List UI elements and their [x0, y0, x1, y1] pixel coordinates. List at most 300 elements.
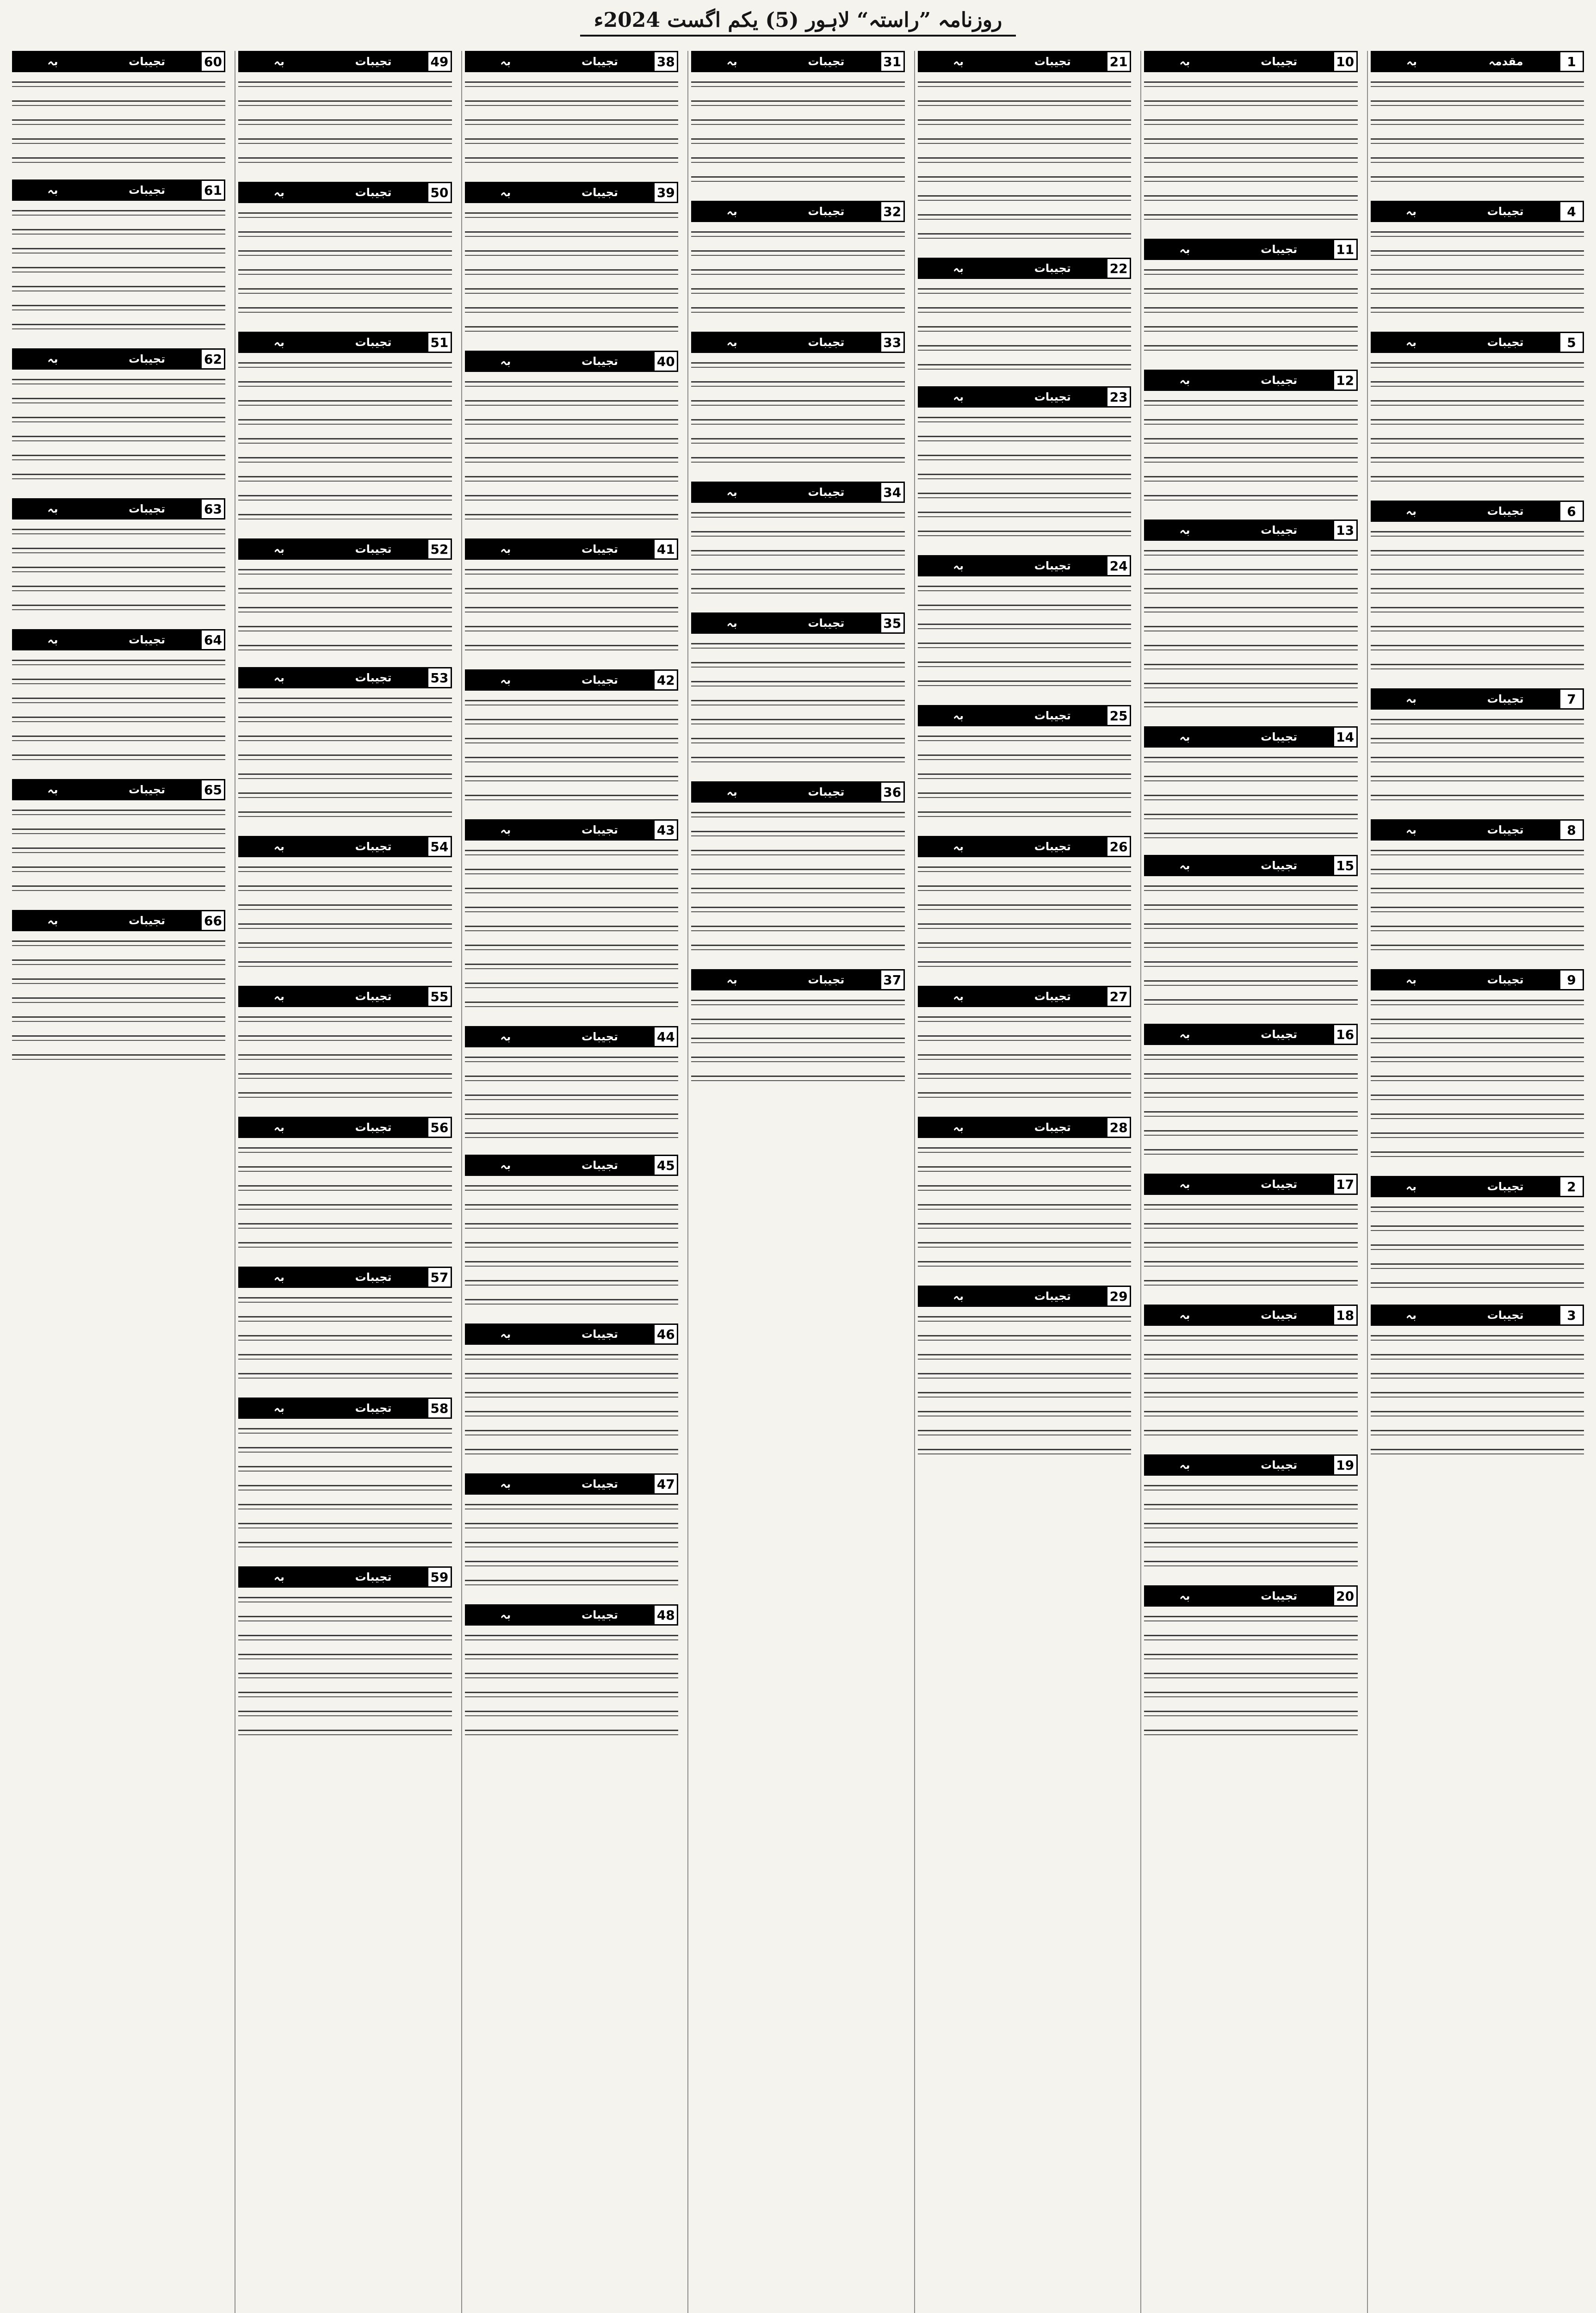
notice-label-primary: تجیبات — [1034, 55, 1071, 68]
notice-number: 14 — [1333, 726, 1358, 748]
notice-number: 38 — [653, 51, 678, 72]
notice-header — [238, 1267, 452, 1288]
notice-item — [1144, 51, 1357, 229]
notice-label-primary: تجیبات — [1261, 374, 1298, 387]
notice-header — [918, 705, 1131, 726]
notice-item — [1371, 201, 1584, 322]
notice-label-secondary: بہ — [273, 840, 285, 853]
notice-label — [918, 555, 1106, 576]
notice-label-primary: تجیبات — [355, 990, 392, 1003]
notice-header — [465, 1155, 678, 1176]
notice-item — [918, 1117, 1131, 1275]
notice-header — [238, 1398, 452, 1419]
notice-number: 39 — [653, 182, 678, 203]
notice-body — [12, 77, 225, 169]
notice-body — [1371, 526, 1584, 678]
notice-label-secondary: بہ — [47, 55, 58, 68]
notice-label — [918, 386, 1106, 408]
notice-label-primary: تجیبات — [1261, 1178, 1298, 1191]
notice-item — [1144, 1305, 1357, 1444]
notice-label-secondary: بہ — [500, 823, 511, 836]
notice-header — [1144, 370, 1357, 391]
notice-body — [465, 1052, 678, 1144]
notice-item — [238, 1117, 452, 1256]
notice-item — [1144, 370, 1357, 509]
notice-label — [1371, 51, 1559, 72]
notice-label-secondary: بہ — [500, 55, 511, 68]
notice-body — [12, 655, 225, 769]
notice-header — [1144, 1454, 1357, 1476]
notice-label-primary: تجیبات — [1487, 973, 1524, 986]
notice-item — [465, 182, 678, 340]
notice-number: 41 — [653, 538, 678, 560]
notice-header — [12, 779, 225, 800]
notice-body — [238, 1592, 452, 1744]
notice-label-secondary: بہ — [726, 55, 737, 68]
notice-label-primary: تجیبات — [1034, 709, 1071, 722]
notice-header — [465, 51, 678, 72]
notice-item — [918, 386, 1131, 545]
notice-label — [238, 182, 427, 203]
notice-number: 66 — [200, 910, 225, 931]
notice-body — [465, 1181, 678, 1313]
notice-number: 54 — [427, 836, 452, 857]
notice-label-secondary: بہ — [500, 186, 511, 199]
notice-body — [238, 564, 452, 657]
notice-label-secondary: بہ — [273, 1271, 285, 1284]
notice-number: 19 — [1333, 1454, 1358, 1476]
notice-item — [1144, 1024, 1357, 1163]
notice-header — [465, 1026, 678, 1047]
notice-number: 45 — [653, 1155, 678, 1176]
notice-body — [1371, 995, 1584, 1166]
notice-header — [1371, 969, 1584, 990]
notice-label-primary: تجیبات — [1487, 1309, 1524, 1322]
notice-item — [12, 910, 225, 1069]
notice-label — [238, 836, 427, 857]
notice-header — [1144, 1024, 1357, 1045]
notice-header — [1144, 1305, 1357, 1326]
notice-number: 7 — [1559, 688, 1584, 710]
notice-header — [238, 986, 452, 1007]
notice-label-primary: تجیبات — [1487, 336, 1524, 349]
notice-number: 64 — [200, 629, 225, 650]
notice-body — [1144, 1480, 1357, 1575]
notice-label-primary: تجیبات — [1034, 990, 1071, 1003]
notice-label-secondary: بہ — [500, 1159, 511, 1172]
notice-item — [918, 1286, 1131, 1463]
notice-label-secondary: بہ — [953, 990, 964, 1003]
notice-label — [1144, 239, 1332, 260]
notice-body — [238, 1293, 452, 1387]
notice-label — [1144, 1024, 1332, 1045]
notice-label — [12, 910, 200, 931]
notice-item — [1371, 1176, 1584, 1294]
notice-label — [691, 201, 879, 222]
notice-label-primary: تجیبات — [1261, 859, 1298, 872]
notice-body — [465, 1349, 678, 1463]
notice-header — [918, 51, 1131, 72]
notice-item — [465, 1323, 678, 1463]
notice-number: 26 — [1106, 836, 1131, 857]
notice-label — [1144, 1174, 1332, 1195]
notice-label — [691, 969, 879, 990]
notice-item — [691, 482, 904, 602]
notice-label-secondary: بہ — [1405, 336, 1417, 349]
notice-number: 18 — [1333, 1305, 1358, 1326]
notice-body — [691, 638, 904, 771]
notice-header — [1371, 51, 1584, 72]
notice-number: 11 — [1333, 239, 1358, 260]
notice-label-secondary: بہ — [47, 914, 58, 927]
notice-label — [465, 669, 653, 691]
notice-label — [691, 482, 879, 503]
notice-body — [1144, 396, 1357, 509]
notice-label-secondary: بہ — [47, 633, 58, 646]
notice-body — [1371, 227, 1584, 322]
notice-body — [238, 1423, 452, 1556]
notice-item — [1371, 688, 1584, 809]
notice-item — [1144, 726, 1357, 845]
notice-label — [238, 332, 427, 353]
notice-label-primary: تجیبات — [129, 184, 166, 197]
notice-label-secondary: بہ — [273, 990, 285, 1003]
notice-item — [918, 836, 1131, 976]
notice-item — [1371, 819, 1584, 959]
notice-body — [238, 862, 452, 976]
notice-label-secondary: بہ — [47, 184, 58, 197]
notice-label-secondary: بہ — [500, 1608, 511, 1621]
notice-item — [12, 348, 225, 488]
notice-label — [238, 1267, 427, 1288]
notice-label — [691, 781, 879, 803]
notice-body — [465, 845, 678, 1016]
notice-body — [1144, 265, 1357, 359]
notice-label — [238, 51, 427, 72]
notice-label-primary: تجیبات — [581, 186, 618, 199]
notice-label-primary: تجیبات — [581, 1478, 618, 1490]
notice-body — [691, 358, 904, 471]
notice-number: 25 — [1106, 705, 1131, 726]
notice-header — [1144, 239, 1357, 260]
notice-label-primary: تجیبات — [581, 674, 618, 686]
notice-header — [918, 836, 1131, 857]
notice-header — [12, 910, 225, 931]
notice-body — [238, 77, 452, 172]
notice-number: 57 — [427, 1267, 452, 1288]
notice-body — [12, 205, 225, 338]
notice-body — [918, 77, 1131, 247]
notice-header — [1144, 519, 1357, 541]
notice-number: 52 — [427, 538, 452, 560]
notice-label-primary: تجیبات — [129, 633, 166, 646]
page-title: روزنامہ ”راستہ“ لاہور (5) یکم اگست 2024ء — [580, 6, 1016, 37]
notice-item — [12, 779, 225, 900]
notice-body — [238, 1143, 452, 1256]
notice-body — [12, 805, 225, 900]
notice-number: 60 — [200, 51, 225, 72]
notice-item — [238, 986, 452, 1107]
notice-item — [465, 51, 678, 172]
notice-number: 15 — [1333, 855, 1358, 876]
notice-body — [238, 358, 452, 528]
notice-item — [1144, 1585, 1357, 1744]
notice-item — [238, 332, 452, 528]
notice-header — [1144, 855, 1357, 876]
notice-label-primary: تجیبات — [1261, 1589, 1298, 1602]
notice-label-secondary: بہ — [1179, 1028, 1190, 1041]
notice-item — [918, 51, 1131, 247]
notice-label-secondary: بہ — [273, 1121, 285, 1134]
notice-item — [465, 819, 678, 1016]
notice-label-secondary: بہ — [47, 502, 58, 515]
notice-label — [238, 1117, 427, 1138]
notice-item — [12, 179, 225, 338]
notice-label — [1371, 688, 1559, 710]
notice-label-primary: تجیبات — [808, 205, 845, 218]
notice-body — [465, 377, 678, 528]
notice-label-primary: تجیبات — [355, 1571, 392, 1583]
notice-item — [918, 555, 1131, 695]
notice-label — [691, 612, 879, 634]
notice-item — [465, 669, 678, 809]
notice-label-secondary: بہ — [1179, 243, 1190, 256]
notice-label — [1371, 501, 1559, 522]
notice-label — [12, 179, 200, 201]
notice-label-secondary: بہ — [273, 1402, 285, 1415]
notice-label-primary: مقدمہ — [1488, 55, 1523, 68]
newspaper-column — [1367, 51, 1587, 2313]
notice-label — [465, 1604, 653, 1626]
notice-label-primary: تجیبات — [355, 55, 392, 68]
notice-item — [465, 538, 678, 659]
notice-label-primary: تجیبات — [1261, 243, 1298, 256]
notice-number: 33 — [880, 332, 905, 353]
notice-number: 31 — [880, 51, 905, 72]
notice-label — [238, 1398, 427, 1419]
notice-label-primary: تجیبات — [355, 186, 392, 199]
notice-label-primary: تجیبات — [1261, 55, 1298, 68]
notice-number: 16 — [1333, 1024, 1358, 1045]
notice-body — [465, 564, 678, 659]
notice-number: 5 — [1559, 332, 1584, 353]
notice-label — [1144, 1585, 1332, 1607]
notice-header — [1371, 1305, 1584, 1326]
notice-label-primary: تجیبات — [1261, 730, 1298, 743]
notice-number: 27 — [1106, 986, 1131, 1007]
notice-body — [238, 1012, 452, 1107]
notice-number: 17 — [1333, 1174, 1358, 1195]
notice-header — [238, 538, 452, 560]
notice-body — [918, 731, 1131, 826]
notice-item — [1144, 1454, 1357, 1575]
notice-header — [1371, 819, 1584, 841]
notice-item — [691, 201, 904, 322]
notice-item — [691, 51, 904, 191]
notice-label-primary: تجیبات — [1034, 840, 1071, 853]
notice-label — [691, 51, 879, 72]
notice-number: 1 — [1559, 51, 1584, 72]
notice-number: 53 — [427, 667, 452, 688]
notice-item — [465, 351, 678, 528]
notice-header — [1371, 688, 1584, 710]
notice-item — [918, 258, 1131, 376]
notice-header — [238, 836, 452, 857]
notice-label-primary: تجیبات — [1487, 693, 1524, 705]
notice-body — [918, 581, 1131, 695]
notice-label-primary: تجیبات — [581, 355, 618, 368]
notice-label-primary: تجیبات — [581, 543, 618, 556]
notice-item — [465, 1155, 678, 1313]
notice-item — [238, 1398, 452, 1556]
notice-item — [12, 629, 225, 769]
notice-item — [238, 182, 452, 322]
notice-label — [12, 779, 200, 800]
notice-item — [1371, 501, 1584, 678]
notice-header — [238, 1566, 452, 1588]
notice-label-secondary: بہ — [953, 1290, 964, 1303]
notice-label-secondary: بہ — [273, 186, 285, 199]
notice-header — [238, 51, 452, 72]
notice-number: 62 — [200, 348, 225, 370]
notice-label — [12, 629, 200, 650]
notice-label-secondary: بہ — [726, 486, 737, 499]
notice-item — [1371, 51, 1584, 191]
notice-label — [918, 705, 1106, 726]
notice-header — [238, 182, 452, 203]
notice-number: 46 — [653, 1323, 678, 1345]
notice-item — [238, 1566, 452, 1744]
notice-number: 22 — [1106, 258, 1131, 279]
notice-header — [1371, 1176, 1584, 1197]
notice-item — [691, 612, 904, 771]
newspaper-column — [687, 51, 907, 2313]
notice-label-primary: تجیبات — [808, 617, 845, 630]
notice-number: 40 — [653, 351, 678, 372]
notice-header — [465, 538, 678, 560]
notice-label-secondary: بہ — [273, 671, 285, 684]
notice-label — [1144, 726, 1332, 748]
notice-header — [691, 612, 904, 634]
notice-label-secondary: بہ — [500, 543, 511, 556]
notice-number: 48 — [653, 1604, 678, 1626]
notice-label-secondary: بہ — [1405, 823, 1417, 836]
notice-number: 56 — [427, 1117, 452, 1138]
notice-body — [918, 412, 1131, 545]
notice-number: 3 — [1559, 1305, 1584, 1326]
notice-header — [1371, 501, 1584, 522]
notice-number: 12 — [1333, 370, 1358, 391]
notice-number: 28 — [1106, 1117, 1131, 1138]
notice-number: 9 — [1559, 969, 1584, 990]
notice-header — [1144, 1585, 1357, 1607]
notice-number: 51 — [427, 332, 452, 353]
notice-number: 6 — [1559, 501, 1584, 522]
notice-item — [1371, 1305, 1584, 1463]
notice-header — [1144, 1174, 1357, 1195]
notice-item — [691, 332, 904, 471]
notice-label-secondary: بہ — [500, 674, 511, 686]
notice-body — [1371, 77, 1584, 191]
notice-number: 63 — [200, 498, 225, 519]
notice-number: 37 — [880, 969, 905, 990]
notice-header — [1371, 332, 1584, 353]
notice-label-primary: تجیبات — [129, 353, 166, 365]
notice-label-secondary: بہ — [1179, 1589, 1190, 1602]
notice-header — [691, 969, 904, 990]
notice-number: 49 — [427, 51, 452, 72]
notice-item — [12, 51, 225, 169]
notice-label-secondary: بہ — [953, 840, 964, 853]
notice-label-primary: تجیبات — [808, 486, 845, 499]
notice-body — [1371, 1330, 1584, 1463]
notice-label — [238, 986, 427, 1007]
notice-body — [918, 1012, 1131, 1107]
notice-number: 10 — [1333, 51, 1358, 72]
notice-number: 21 — [1106, 51, 1131, 72]
notice-item — [465, 1604, 678, 1744]
notice-header — [691, 201, 904, 222]
notice-label-secondary: بہ — [500, 1328, 511, 1341]
notice-label — [1371, 969, 1559, 990]
notice-label — [918, 258, 1106, 279]
notice-number: 61 — [200, 179, 225, 201]
notice-body — [1371, 358, 1584, 490]
notice-label-secondary: بہ — [1406, 55, 1417, 68]
notice-label-primary: تجیبات — [1487, 505, 1524, 518]
notice-number: 44 — [653, 1026, 678, 1047]
notice-header — [238, 667, 452, 688]
notice-number: 29 — [1106, 1286, 1131, 1307]
notice-label — [238, 667, 427, 688]
notice-label-primary: تجیبات — [129, 502, 166, 515]
notice-label-secondary: بہ — [273, 543, 285, 556]
notice-label — [465, 1323, 653, 1345]
notice-label-secondary: بہ — [953, 1121, 964, 1134]
notice-label-secondary: بہ — [1405, 973, 1417, 986]
notice-label-primary: تجیبات — [129, 55, 166, 68]
notice-label-primary: تجیبات — [1487, 205, 1524, 218]
notice-label — [691, 332, 879, 353]
notice-label — [1371, 819, 1559, 841]
notice-number: 50 — [427, 182, 452, 203]
notice-item — [465, 1026, 678, 1144]
notice-body — [691, 807, 904, 959]
notice-label — [238, 1566, 427, 1588]
notice-label — [465, 538, 653, 560]
notice-label — [1144, 1454, 1332, 1476]
notice-header — [238, 1117, 452, 1138]
notice-label-secondary: بہ — [500, 1478, 511, 1490]
notice-number: 65 — [200, 779, 225, 800]
notice-label — [1371, 1305, 1559, 1326]
notice-body — [1371, 714, 1584, 809]
notice-number: 43 — [653, 819, 678, 841]
notice-label — [1371, 332, 1559, 353]
notice-body — [1144, 1330, 1357, 1444]
notice-label-secondary: بہ — [1405, 505, 1417, 518]
notice-label-primary: تجیبات — [355, 840, 392, 853]
notice-label — [918, 836, 1106, 857]
notice-body — [691, 77, 904, 191]
notice-body — [1371, 845, 1584, 959]
notice-item — [918, 705, 1131, 826]
notice-label-primary: تجیبات — [581, 55, 618, 68]
notice-body — [465, 77, 678, 172]
notice-item — [1371, 332, 1584, 490]
notice-body — [1144, 77, 1357, 229]
notice-label — [238, 538, 427, 560]
